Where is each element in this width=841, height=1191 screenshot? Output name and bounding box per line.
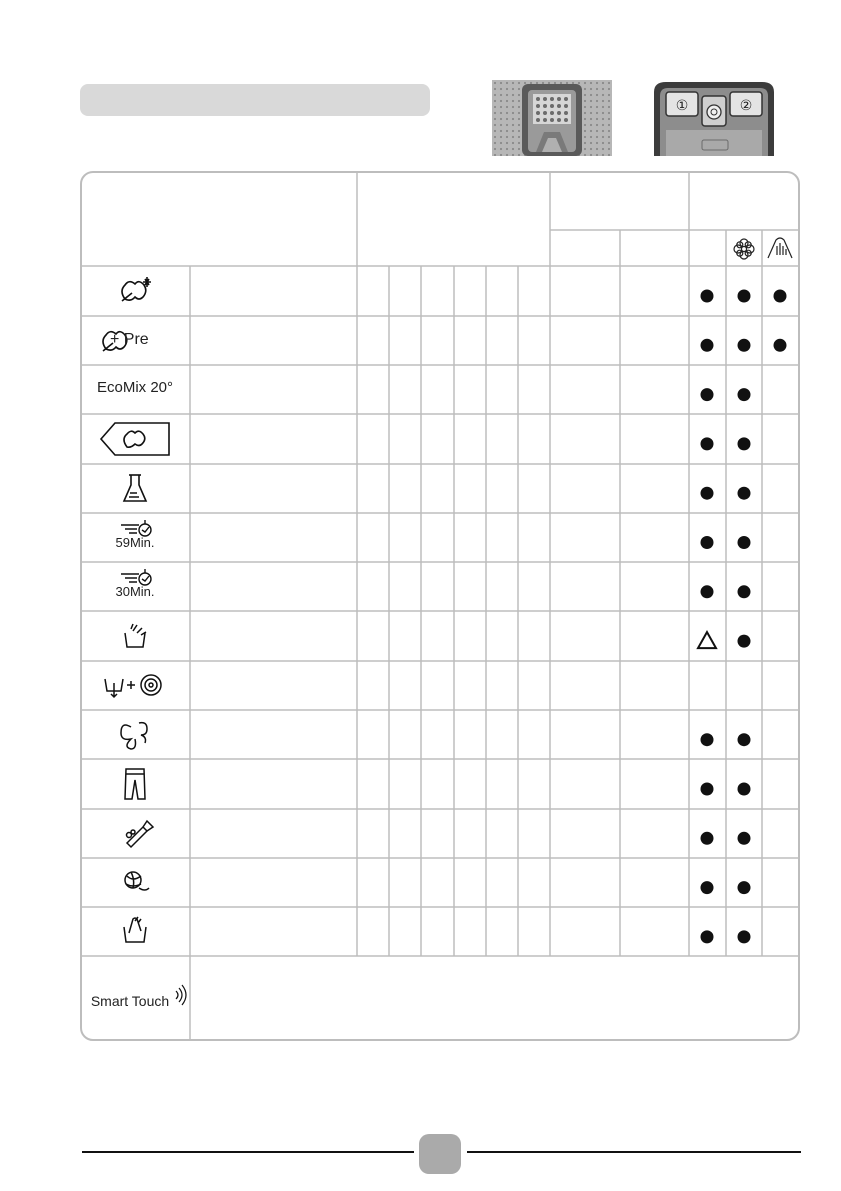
mark-dot	[738, 930, 751, 943]
mark-dot	[701, 930, 714, 943]
mark-dot	[738, 388, 751, 401]
mark-dot	[738, 635, 751, 648]
mark-dot	[701, 881, 714, 894]
mark-dot	[738, 881, 751, 894]
mark-dot	[701, 290, 714, 303]
program-table-grid	[80, 171, 800, 1041]
mark-dot	[701, 487, 714, 500]
mark-dot	[701, 339, 714, 352]
mark-dot	[701, 388, 714, 401]
mark-dot	[701, 536, 714, 549]
cotton-pre-label: + Pre	[110, 331, 149, 348]
compartment-2-label: ②	[739, 98, 753, 114]
rapid-59-label: 59Min.	[115, 535, 155, 550]
footer-rule-right	[467, 1151, 801, 1153]
mark-dot	[701, 437, 714, 450]
section-title-bar	[80, 84, 430, 116]
rapid-30-label: 30Min.	[115, 584, 155, 599]
mark-dot	[738, 487, 751, 500]
mark-dot	[738, 733, 751, 746]
compartment-1-label: ①	[675, 98, 689, 114]
mark-dot	[774, 290, 787, 303]
mark-dot	[738, 585, 751, 598]
mark-dot	[701, 585, 714, 598]
footer-rule-left	[82, 1151, 414, 1153]
mark-dot	[738, 536, 751, 549]
mark-dot	[701, 733, 714, 746]
mark-dot	[738, 783, 751, 796]
mark-dot	[738, 290, 751, 303]
mark-dot	[738, 437, 751, 450]
page-number-badge	[419, 1134, 461, 1174]
mark-dot	[701, 832, 714, 845]
detergent-insert-photo	[492, 80, 612, 156]
mark-dot	[774, 339, 787, 352]
dispenser-drawer-photo	[652, 80, 776, 156]
program-table	[80, 171, 800, 1041]
mark-dot	[701, 783, 714, 796]
mark-dot	[738, 832, 751, 845]
ecomix-label: EcoMix 20°	[96, 379, 174, 396]
mark-dot	[738, 339, 751, 352]
smart-touch-label: Smart Touch	[90, 993, 170, 1009]
